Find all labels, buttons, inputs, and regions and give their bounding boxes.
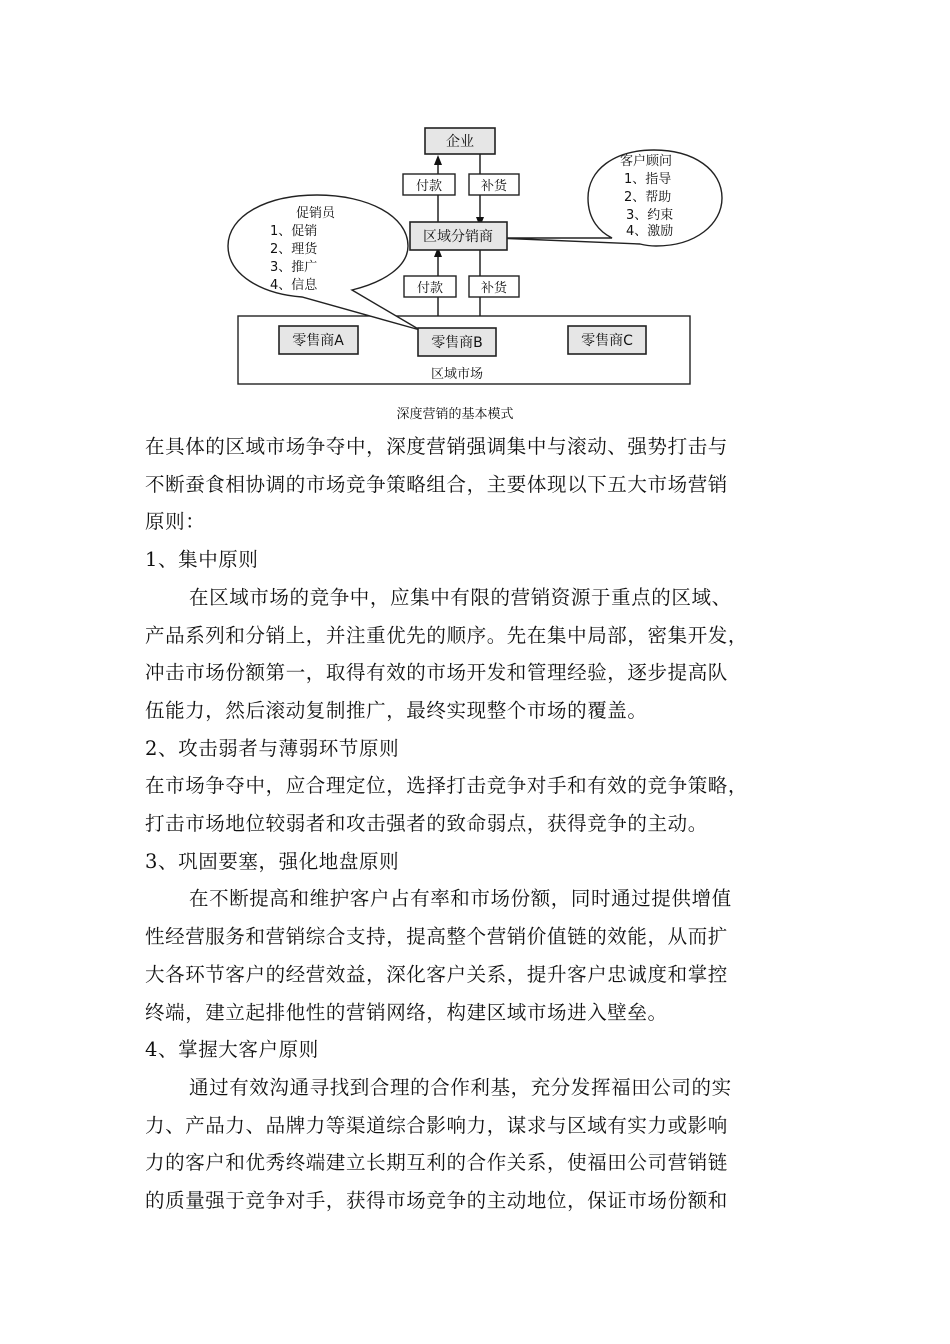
restock-bottom-label: 补货: [480, 281, 508, 296]
paragraph-line: 冲击市场份额第一，取得有效的市场开发和管理经验，逐步提高队: [145, 661, 728, 685]
advisor-item: 2、帮助: [624, 190, 672, 205]
paragraph-line: 打击市场地位较弱者和攻击强者的致命弱点，获得竞争的主动。: [145, 812, 708, 836]
distributor-label: 区域分销商: [423, 229, 493, 245]
paragraph-line: 力、产品力、品牌力等渠道综合影响力，谋求与区域有实力或影响: [145, 1113, 728, 1137]
promoter-item: 2、理货: [270, 242, 318, 257]
paragraph-line: 力的客户和优秀终端建立长期互利的合作关系，使福田公司营销链: [145, 1151, 728, 1175]
paragraph-line: 产品系列和分销上，并注重优先的顺序。先在集中局部，密集开发，: [145, 623, 749, 647]
section-heading: 1、集中原则: [145, 548, 259, 572]
section-heading: 3、巩固要塞，强化地盘原则: [145, 849, 400, 873]
promoter-item: 3、推广: [270, 260, 318, 275]
paragraph-line: 在市场争夺中，应合理定位，选择打击竞争对手和有效的竞争策略，: [145, 774, 749, 798]
retailer-a-label: 零售商A: [292, 333, 344, 349]
paragraph-line: 在区域市场的竞争中，应集中有限的营销资源于重点的区域、: [189, 585, 732, 609]
paragraph-line: 在不断提高和维护客户占有率和市场份额，同时通过提供增值: [189, 887, 732, 911]
advisor-item: 4、激励: [626, 224, 674, 239]
section-heading: 2、攻击弱者与薄弱环节原则: [145, 736, 400, 760]
promoter-title: 促销员: [296, 206, 336, 221]
paragraph-line: 伍能力，然后滚动复制推广，最终实现整个市场的覆盖。: [145, 698, 648, 722]
body-text: [145, 428, 810, 1220]
paragraph-line: 终端，建立起排他性的营销网络，构建区域市场进入壁垒。: [145, 1000, 668, 1024]
restock-top-label: 补货: [480, 179, 508, 194]
retailer-b-label: 零售商B: [431, 335, 483, 351]
paragraph-line: 不断蚕食相协调的市场竞争策略组合，主要体现以下五大市场营销: [145, 472, 728, 496]
section-heading: 4、掌握大客户原则: [145, 1038, 319, 1062]
paragraph-line: 性经营服务和营销综合支持，提高整个营销价值链的效能，从而扩: [145, 925, 728, 949]
payment-bottom-label: 付款: [416, 281, 444, 296]
paragraph-line: 的质量强于竞争对手，获得市场竞争的主动地位，保证市场份额和: [145, 1189, 728, 1213]
advisor-bubble: [496, 150, 722, 246]
paragraph-line: 通过有效沟通寻找到合理的合作利基，充分发挥福田公司的实: [189, 1075, 732, 1099]
advisor-item: 1、指导: [624, 172, 672, 187]
figure-caption: 深度营销的基本模式: [396, 407, 514, 422]
advisor-title: 客户顾问: [620, 154, 673, 169]
deep-marketing-diagram: [0, 0, 950, 425]
enterprise-label: 企业: [446, 134, 474, 150]
region-market-label: 区域市场: [430, 367, 484, 382]
paragraph-line: 在具体的区域市场争夺中，深度营销强调集中与滚动、强势打击与: [145, 435, 728, 458]
paragraph-line: 大各环节客户的经营效益，深化客户关系，提升客户忠诚度和掌控: [145, 962, 728, 986]
paragraph-line: 原则：: [145, 510, 206, 534]
retailer-c-label: 零售商C: [581, 333, 633, 349]
payment-top-label: 付款: [415, 179, 443, 194]
promoter-item: 1、促销: [270, 224, 318, 239]
promoter-item: 4、信息: [270, 278, 318, 293]
advisor-item: 3、约束: [626, 208, 674, 223]
